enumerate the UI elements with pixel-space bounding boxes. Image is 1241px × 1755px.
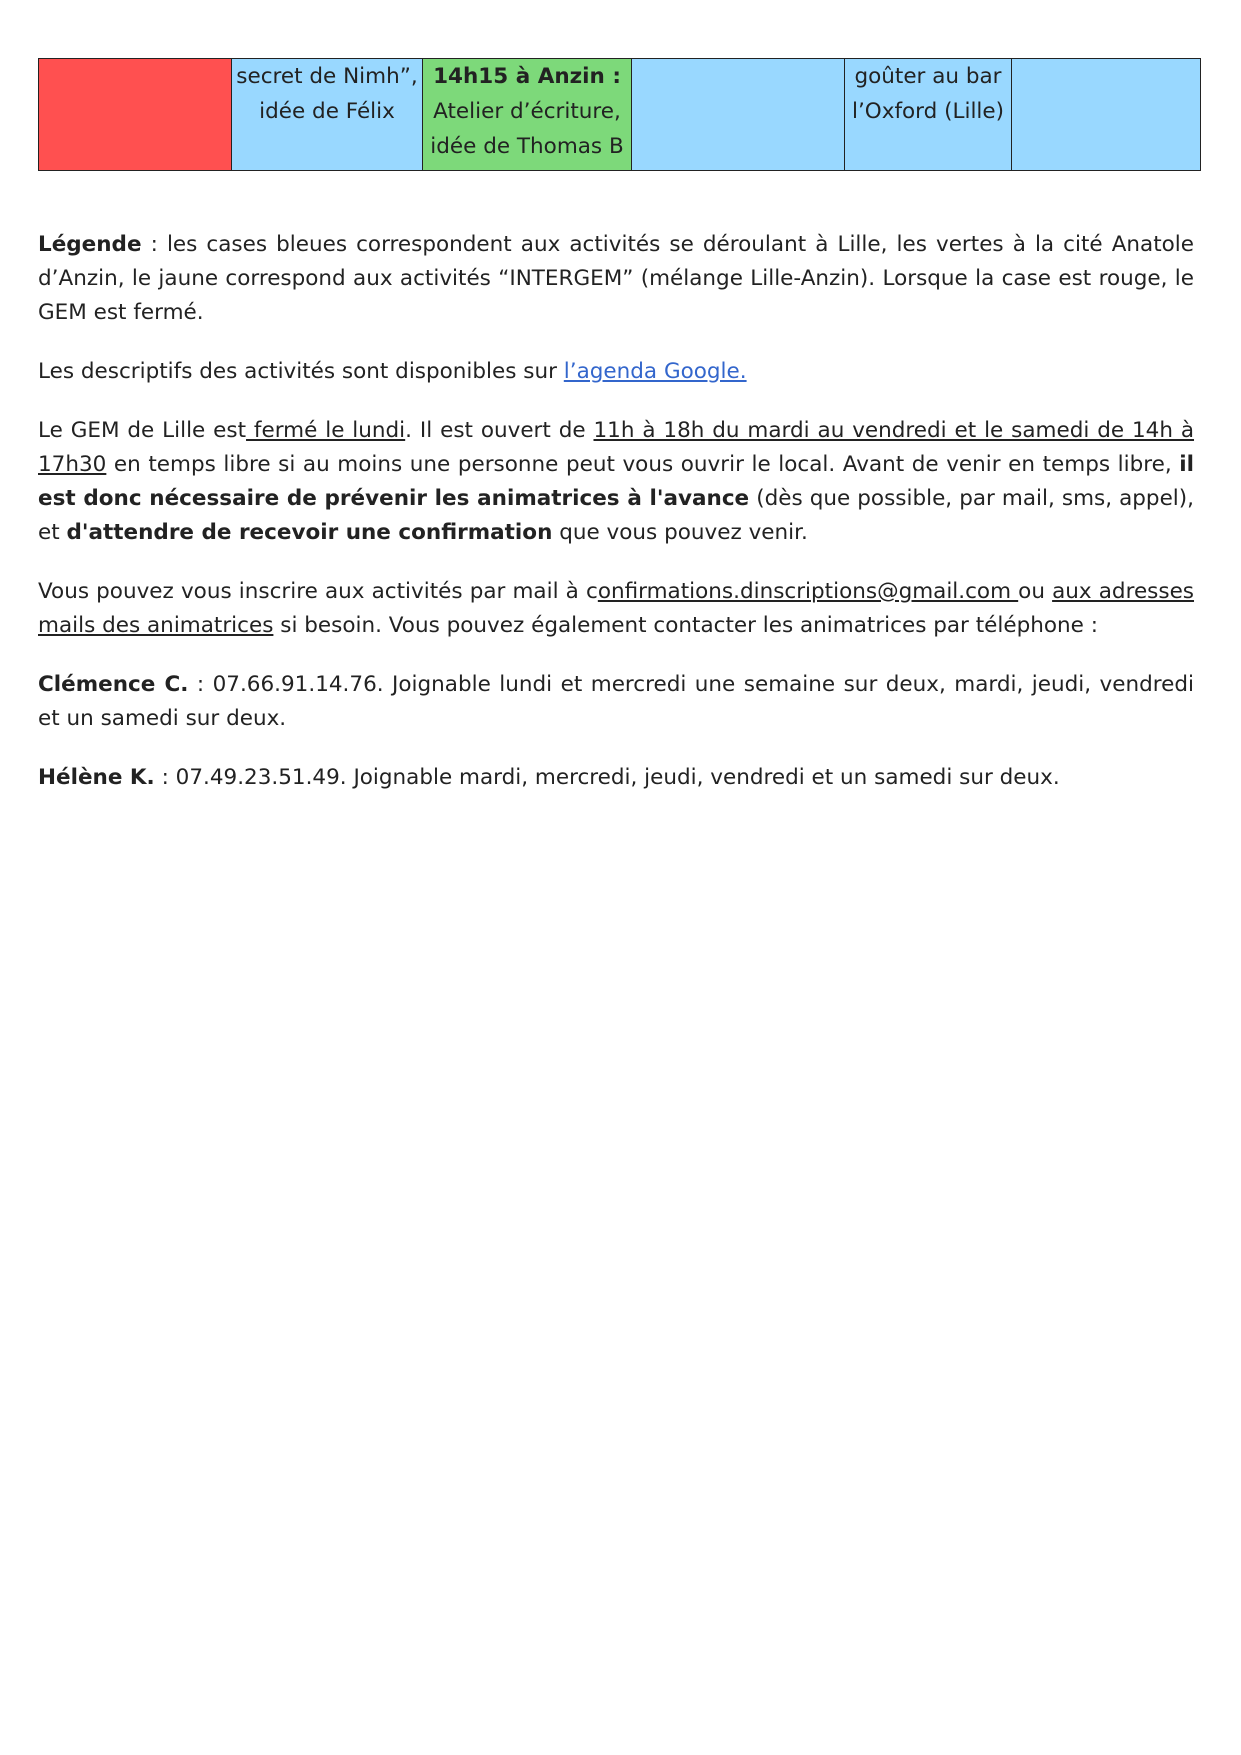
schedule-cell <box>632 59 845 171</box>
closed-day-text: fermé le lundi <box>246 418 406 443</box>
contact-name: Clémence C. <box>38 672 189 697</box>
schedule-cell <box>232 59 423 171</box>
descriptifs-text: Les descriptifs des activités sont disponibles sur <box>38 359 564 384</box>
schedule-row <box>39 59 1201 171</box>
schedule-cell-line: secret de Nimh”, <box>236 64 418 89</box>
opening-hours-text: 11h à 18h du mardi au vendredi et le samedi de 14h à 17h30 <box>38 418 1195 477</box>
schedule-cell-line: Atelier d’écriture, <box>433 99 621 124</box>
agenda-google-link[interactable]: l’agenda Google. <box>563 359 747 384</box>
legend-text: : les cases bleues correspondent aux activités se déroulant à Lille, les vertes à la cité Anatole d’Anzin, le jaune correspond aux activités “INTERGEM” (mélange Lille-Anzin). Lorsque la case est rouge, le GEM est fermé. <box>38 232 1194 325</box>
legend-paragraph <box>38 228 1194 330</box>
schedule-cell-line: 14h15 à Anzin : <box>433 64 621 89</box>
schedule-cell <box>423 59 632 171</box>
hours-text-4: (dès que possible, par mail, sms, appel), et <box>38 486 1194 545</box>
contact-details: : 07.49.23.51.49. Joignable mardi, mercredi, jeudi, vendredi et un samedi sur deux. <box>154 765 1060 790</box>
inscription-text-1: Vous pouvez vous inscrire aux activités par mail à c <box>38 579 598 604</box>
email-link[interactable]: onfirmations.dinscriptions@gmail.com <box>597 579 1019 604</box>
hours-text-5: que vous pouvez venir. <box>552 520 808 545</box>
inscription-text-3: si besoin. Vous pouvez également contacter les animatrices par téléphone : <box>273 613 1098 638</box>
schedule-cell <box>39 59 232 171</box>
contact-clemence <box>38 668 1194 736</box>
hours-text-1: Le GEM de Lille est <box>38 418 247 443</box>
hours-paragraph <box>38 414 1194 550</box>
schedule-cell-line: idée de Félix <box>259 99 395 124</box>
hours-text-2: . Il est ouvert de <box>405 418 594 443</box>
schedule-cell <box>1012 59 1201 171</box>
schedule-cell-line: goûter au bar <box>854 64 1002 89</box>
schedule-cell-line: l’Oxford (Lille) <box>851 99 1005 124</box>
legend-label: Légende <box>38 232 142 257</box>
confirmation-bold-text: d'attendre de recevoir une confirmation <box>66 520 553 545</box>
contact-name: Hélène K. <box>38 765 155 790</box>
inscription-paragraph <box>38 575 1194 643</box>
info-section <box>38 228 1194 820</box>
animatrices-emails-link[interactable]: aux adresses mails des animatrices <box>38 579 1195 638</box>
schedule-table <box>38 58 1201 171</box>
descriptifs-paragraph <box>38 355 1194 389</box>
hours-text-3: en temps libre si au moins une personne peut vous ouvrir le local. Avant de venir en temps libre, <box>106 452 1180 477</box>
notice-bold-text: il est donc nécessaire de prévenir les animatrices à l'avance <box>38 452 1194 511</box>
schedule-cell <box>845 59 1012 171</box>
contact-helene <box>38 761 1194 795</box>
inscription-text-2: ou <box>1018 579 1053 604</box>
contact-details: : 07.66.91.14.76. Joignable lundi et mercredi une semaine sur deux, mardi, jeudi, vendredi et un samedi sur deux. <box>38 672 1194 731</box>
schedule-cell-line: idée de Thomas B <box>430 134 624 159</box>
